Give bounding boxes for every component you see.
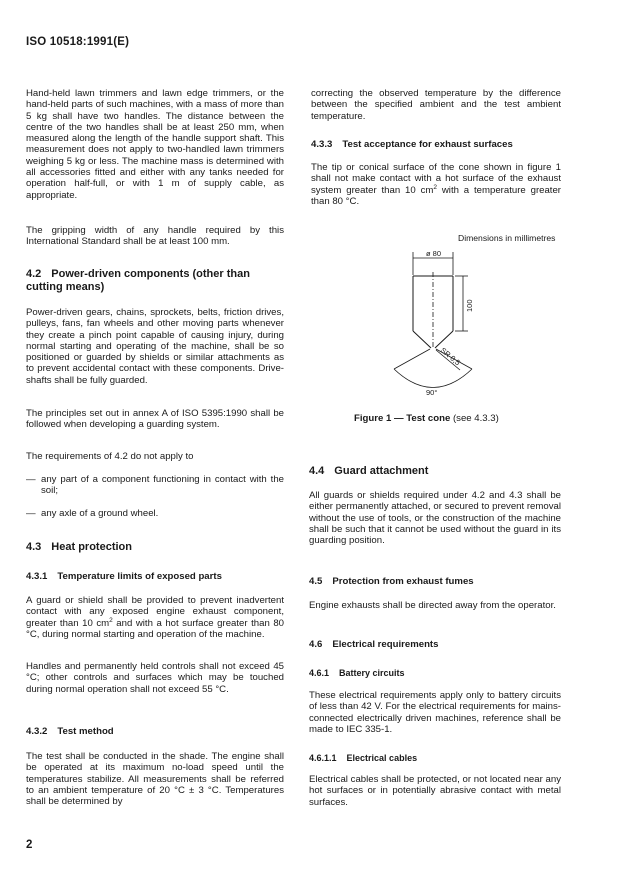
paragraph-handles: Hand-held lawn trimmers and lawn edge trimmers, or the hand-held parts of such machines, with a mass of more than 5 kg shall have two handles. The distance between the centre of the two handles shall be at least 250 mm, when measured along the length of the handle support shaft. This measurement does not apply to two-handled lawn trimmers weighing 5 kg or less. The machine mass is determined with all accessories fitted and either with any tanks needed for operation half-full, or with 1 m of supply cable, as appropriate. (26, 88, 284, 201)
radius-label: SR 0,5 (438, 345, 463, 368)
section-4-3-heading (26, 541, 132, 554)
section-title: Test acceptance for exhaust surfaces (342, 139, 513, 150)
diameter-label: ø 80 (426, 249, 442, 258)
section-4-3-2-heading (26, 726, 114, 738)
section-title: Guard attachment (334, 465, 429, 477)
paragraph-guard-attachment: All guards or shields required under 4.2 and 4.3 shall be either permanently attached, or secured to prevent removal without the use of tools, or the construction of the machine shall be such that it cannot be used without the guard in its guarding position. (309, 490, 561, 547)
section-4-4-heading (309, 465, 428, 478)
list-item-text: any part of a component functioning in contact with the soil; (41, 474, 284, 497)
section-number: 4.6.1 (309, 668, 330, 678)
list-item (26, 474, 286, 498)
caption-label: Figure 1 — Test cone (354, 413, 451, 424)
test-cone-figure (368, 246, 498, 396)
section-title: Temperature limits of exposed parts (57, 571, 222, 582)
page-number: 2 (26, 839, 33, 851)
section-title: Protection from exhaust fumes (332, 576, 474, 587)
text-run: A guard or shield shall be provided to prevent inadvertent contact with any exposed engine exhaust component, greater than 10 cm (26, 595, 284, 629)
section-4-6-1-heading (309, 667, 405, 679)
caption-ref: (see 4.3.3) (450, 413, 499, 424)
paragraph-correcting: correcting the observed temperature by the difference between the specified ambient and the test ambient temperature. (311, 88, 561, 122)
length-label: 100 (465, 299, 474, 312)
section-number: 4.6.1.1 (309, 753, 337, 763)
superscript: 2 (109, 616, 113, 624)
section-4-5-heading (309, 576, 474, 588)
figure-caption (354, 413, 499, 424)
section-number: 4.3.3 (311, 139, 333, 150)
paragraph-exhaust-fumes: Engine exhausts shall be directed away from the operator. (309, 600, 556, 611)
text-run: and with a hot surface greater than 80 °C, during normal starting and operation of the machine. (26, 617, 284, 640)
paragraph-gripping-width: The gripping width of any handle required by this International Standard shall be at least 100 mm. (26, 225, 284, 248)
section-number: 4.2 (26, 268, 42, 280)
section-number: 4.4 (309, 465, 325, 477)
paragraph-handles-temperature: Handles and permanently held controls shall not exceed 45 °C; other controls and surfaces which may be touched during normal operation shall not exceed 55 °C. (26, 661, 284, 695)
paragraph-not-apply: The requirements of 4.2 do not apply to (26, 451, 194, 462)
paragraph-principles: The principles set out in annex A of ISO 5395:1990 shall be followed when developing a guarding system. (26, 408, 284, 431)
section-number: 4.6 (309, 639, 323, 650)
paragraph-battery-circuits: These electrical requirements apply only to battery circuits of less than 42 V. For the electrical requirements for mains-connected electrically driven machines, reference shall be made to IEC 335-1. (309, 690, 561, 735)
section-4-3-1-heading (26, 571, 222, 583)
section-4-3-3-heading (311, 139, 571, 151)
page-header: ISO 10518:1991(E) (26, 36, 130, 48)
section-title: Power-driven components (other than cutting means) (26, 268, 250, 293)
section-title: Test method (57, 726, 114, 737)
section-number: 4.3.2 (26, 726, 48, 737)
superscript: 2 (433, 183, 438, 191)
paragraph-electrical-cables: Electrical cables shall be protected, or not located near any hot surfaces or in potentially abrasive contact with metal surfaces. (309, 774, 561, 808)
dimension-lines (394, 252, 472, 388)
angle-label: 90° (426, 388, 438, 397)
dash-bullet: — (26, 474, 36, 485)
paragraph-guard-shield (26, 595, 284, 640)
section-title: Electrical cables (346, 753, 418, 763)
text-run: The tip or conical surface of the cone shown in figure 1 shall not make contact with a hot surface of the exhaust system greater than 10 cm (311, 162, 561, 196)
paragraph-power-driven: Power-driven gears, chains, sprockets, belts, friction drives, pulleys, fans, fan wheels and other moving parts whenever they create a pinch point capable of causing injury, during normal starting and operating of the machine, shall be so positioned or guarded by shields or similar attachments as to prevent accidental contact with these components. Drive-shafts shall be fully guarded. (26, 307, 284, 386)
section-4-6-1-1-heading (309, 752, 417, 764)
section-number: 4.3.1 (26, 571, 48, 582)
list-item (26, 508, 286, 520)
paragraph-cone-contact (311, 162, 561, 207)
section-title: Electrical requirements (332, 639, 439, 650)
section-number: 4.5 (309, 576, 323, 587)
section-title: Battery circuits (339, 668, 405, 678)
section-4-2-heading (26, 268, 284, 294)
paragraph-test-method: The test shall be conducted in the shade. The engine shall be operated at its maximum no-load speed until the temperatures stabilize. All measurements shall be referred to an ambient temperature of 20 °C ± 3 °C. Temperatures shall be determined by (26, 751, 284, 808)
dimensions-note: Dimensions in millimetres (458, 233, 556, 243)
section-4-6-heading (309, 639, 438, 651)
text-run: with a temperature greater than 80 °C. (311, 184, 562, 207)
list-item-text: any axle of a ground wheel. (41, 508, 159, 519)
section-title: Heat protection (51, 541, 132, 553)
dash-bullet: — (26, 508, 36, 519)
section-number: 4.3 (26, 541, 42, 553)
